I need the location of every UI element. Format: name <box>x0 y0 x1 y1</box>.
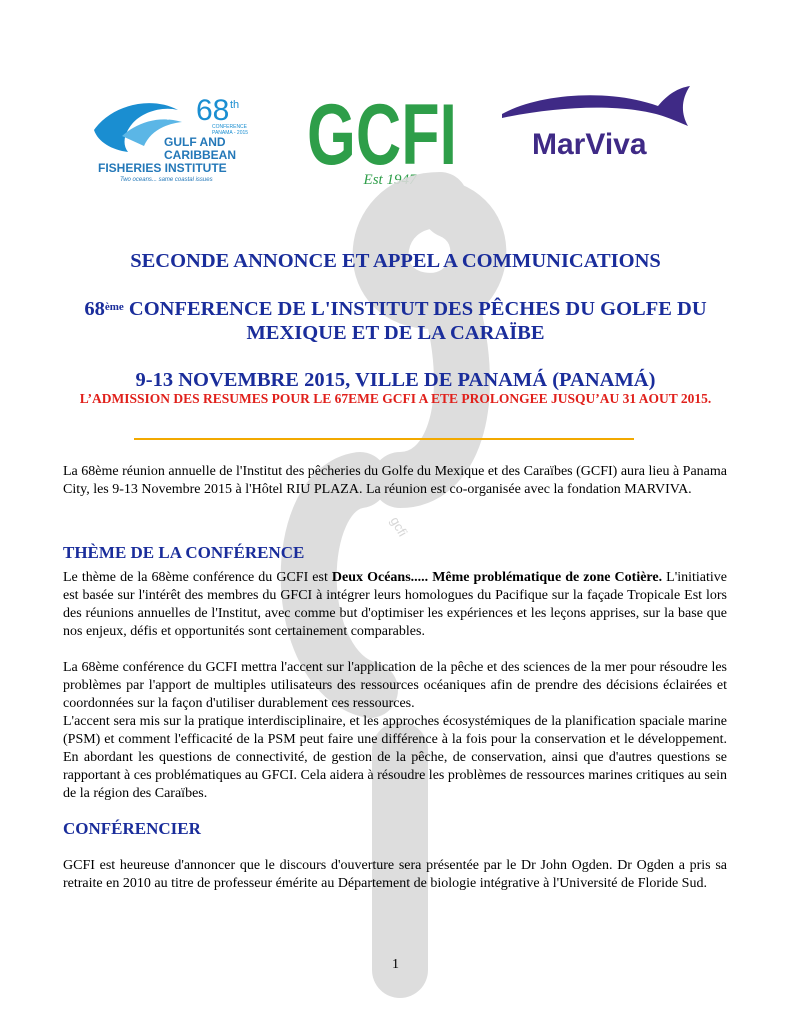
theme-paragraph-1 <box>63 569 727 641</box>
theme-statement: Deux Océans..... Même problématique de zone Cotière. <box>331 570 663 585</box>
theme-paragraph-2 <box>63 659 727 803</box>
watermark-text: gcfi <box>387 514 411 540</box>
fish-tail-icon <box>502 86 690 126</box>
logo-tagline: Two oceans... same coastal issues <box>120 177 213 183</box>
intro-text: La 68ème réunion annuelle de l'Institut des pêcheries du Golfe du Mexique et des Caraïbes (GCFI) aura lieu à Panama City, les 9-13 Novembre 2015 à l'Hôtel RIU PLAZA. La réunion est co-organisée avec la fondation MARVIVA. <box>63 464 727 497</box>
conference-title <box>0 297 791 345</box>
conference-title-line-1: CONFERENCE DE L'INSTITUT DES PÊCHES DU GOLFE DU <box>123 298 707 320</box>
gcfi-wordmark: GCFI <box>307 87 457 183</box>
intro-paragraph <box>63 463 727 499</box>
theme-heading: THÈME DE LA CONFÉRENCE <box>63 543 305 562</box>
logo-line-gulf: GULF AND <box>164 135 226 149</box>
theme-approach-text: L'accent sera mis sur la pratique interdisciplinaire, et les approches écosystémiques de la planification spaciale marine (PSM) et comment l'efficacité de la PSM peut faire une différence à la fois pour la conservation et le développement. En abordant les questions de connectivité, de gestion de la pêche, de conservation, ainsi que d'autres questions se rapportant à ces problématiques au GFCI. Cela aidera à résoudre les problèmes de ressources marines critiques au sein de la région des Caraïbes. <box>63 714 727 801</box>
conference-number: 68 <box>196 94 230 127</box>
conference-number: 68 <box>84 298 105 320</box>
theme-initiative-text: L'initiative est basée sur l'intérêt des membres du GFCI à intégrer leurs homologues du Pacifique sur la façade Tropicale Est lors des réunions annuelles de l'Institut, avec comme but d'optimiser les expériences et les leçons apprises, sur la base que nos enjeux, défis et opportunités sont certainement comparables. <box>63 570 728 639</box>
header-divider <box>134 438 634 440</box>
speaker-heading: CONFÉRENCIER <box>63 819 201 838</box>
conference-title-line-2: MEXIQUE ET DE LA CARAÏBE <box>246 322 545 344</box>
theme-focus-text: La 68ème conférence du GCFI mettra l'accent sur l'application de la pêche et des sciences de la mer pour résoudre les problèmes par l'apport de multiples utilisateurs des ressources océaniques afin de prendre des décisions éclairées et coordonnées sur la façon d'utiliser durablement ces ressources. <box>63 660 727 711</box>
theme-intro-text: Le thème de la 68ème conférence du GCFI est <box>63 570 332 585</box>
announcement-title: SECONDE ANNONCE ET APPEL A COMMUNICATIONS <box>130 250 661 272</box>
conference-number-suffix: th <box>230 99 240 111</box>
logo-line-caribbean: CARIBBEAN <box>164 148 236 162</box>
deadline-notice: L’ADMISSION DES RESUMES POUR LE 67EME GCFI A ETE PROLONGEE JUSQU’AU 31 AOUT 2015. <box>79 391 712 406</box>
conference-number-suffix: ème <box>104 301 124 313</box>
speaker-text: GCFI est heureuse d'annoncer que le discours d'ouverture sera présentée par le Dr John Ogden. Dr Ogden a pris sa retraite en 2010 au titre de professeur émérite au Département de biologie intégrative à l'Université de Floride Sud. <box>63 858 727 891</box>
gcfi-established: Est 1947 <box>363 172 417 188</box>
logo-line-institute: FISHERIES INSTITUTE <box>98 161 227 175</box>
gcfi-68th-conference-logo <box>92 86 272 184</box>
conference-dates: 9-13 NOVEMBRE 2015, VILLE DE PANAMÁ (PANAMÁ) <box>135 369 656 391</box>
conference-location: PANAMA - 2015 <box>212 130 249 136</box>
marviva-wordmark: MarViva <box>532 128 647 161</box>
conference-label: CONFERENCE <box>212 124 248 130</box>
speaker-paragraph <box>63 857 727 893</box>
page-number: 1 <box>392 957 399 972</box>
